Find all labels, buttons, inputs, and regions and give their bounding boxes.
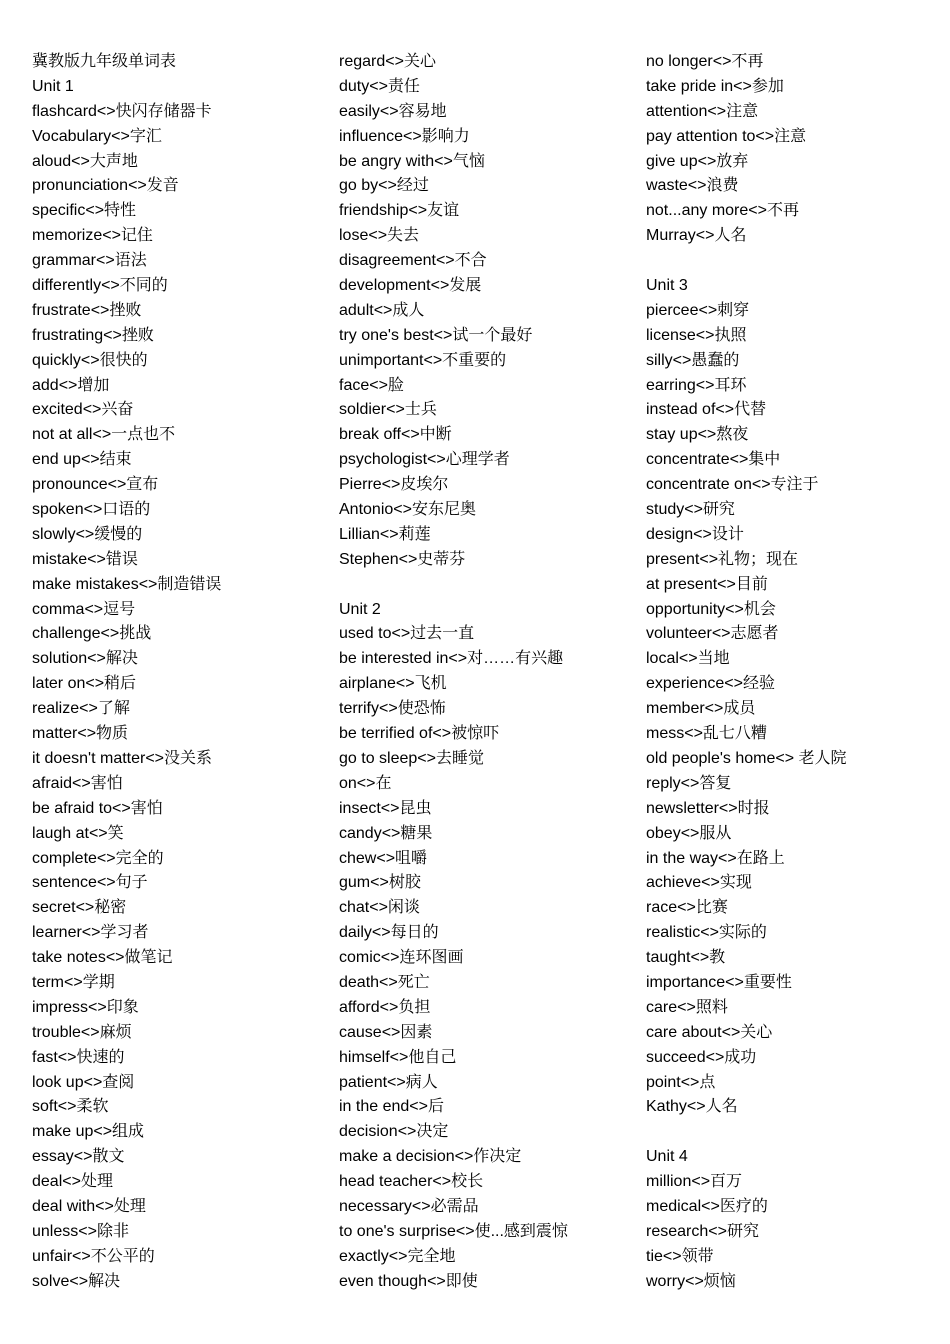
- vocab-entry: comic<>连环图画: [339, 949, 464, 967]
- vocab-entry: daily<>每日的: [339, 924, 439, 942]
- unit-heading: Unit 2: [339, 600, 381, 618]
- unit-heading: Unit 4: [646, 1148, 688, 1166]
- vocab-entry: easily<>容易地: [339, 102, 447, 120]
- vocab-entry: challenge<>挑战: [32, 625, 152, 643]
- vocab-entry: development<>发展: [339, 277, 482, 295]
- vocab-entry: mistake<>错误: [32, 550, 138, 568]
- vocab-entry: break off<>中断: [339, 426, 452, 444]
- vocab-entry: Vocabulary<>字汇: [32, 127, 162, 145]
- vocab-entry: at present<>目前: [646, 575, 768, 593]
- vocab-entry: experience<>经验: [646, 675, 775, 693]
- vocab-entry: volunteer<>志愿者: [646, 625, 779, 643]
- vocab-entry: death<>死亡: [339, 973, 430, 991]
- vocab-entry: Stephen<>史蒂芬: [339, 550, 466, 568]
- vocab-entry: design<>设计: [646, 525, 744, 543]
- vocab-entry: attention<>注意: [646, 102, 759, 120]
- vocab-entry: try one's best<>试一个最好: [339, 326, 533, 344]
- vocab-entry: excited<>兴奋: [32, 401, 134, 419]
- vocab-entry: pay attention to<>注意: [646, 127, 807, 145]
- vocab-entry: matter<>物质: [32, 725, 129, 743]
- vocab-entry: license<>执照: [646, 326, 747, 344]
- vocab-entry: himself<>他自己: [339, 1048, 457, 1066]
- vocab-entry: psychologist<>心理学者: [339, 451, 510, 469]
- vocab-entry: gum<>树胶: [339, 874, 421, 892]
- vocab-entry: make mistakes<>制造错误: [32, 575, 222, 593]
- vocab-entry: give up<>放弃: [646, 152, 749, 170]
- vocab-entry: secret<>秘密: [32, 899, 127, 917]
- vocab-entry: decision<>决定: [339, 1123, 449, 1141]
- vocab-entry: differently<>不同的: [32, 277, 168, 295]
- vocab-entry: member<>成员: [646, 700, 756, 718]
- vocab-entry: pronunciation<>发音: [32, 177, 179, 195]
- vocab-entry: unimportant<>不重要的: [339, 351, 507, 369]
- vocab-entry: face<>脸: [339, 376, 404, 394]
- vocab-entry: present<>礼物；现在: [646, 550, 799, 568]
- vocab-entry: frustrate<>挫败: [32, 301, 142, 319]
- vocab-entry: obey<>服从: [646, 824, 732, 842]
- vocab-entry: influence<>影响力: [339, 127, 470, 145]
- vocab-entry: sentence<>句子: [32, 874, 148, 892]
- vocab-entry: end up<>结束: [32, 451, 132, 469]
- vocab-entry: pronounce<>宣布: [32, 476, 159, 494]
- vocab-entry: go to sleep<>去睡觉: [339, 749, 484, 767]
- vocab-entry: be interested in<>对……有兴趣: [339, 650, 564, 668]
- vocab-entry: frustrating<>挫败: [32, 326, 154, 344]
- vocab-entry: go by<>经过: [339, 177, 429, 195]
- vocab-entry: fast<>快速的: [32, 1048, 125, 1066]
- vocab-entry: solution<>解决: [32, 650, 138, 668]
- vocab-entry: used to<>过去一直: [339, 625, 475, 643]
- vocab-entry: race<>比赛: [646, 899, 728, 917]
- vocab-entry: deal<>处理: [32, 1173, 113, 1191]
- vocab-entry: unfair<>不公平的: [32, 1247, 155, 1265]
- vocab-entry: specific<>特性: [32, 202, 137, 220]
- vocab-entry: complete<>完全的: [32, 849, 164, 867]
- vocab-entry: research<>研究: [646, 1222, 759, 1240]
- vocab-entry: candy<>糖果: [339, 824, 433, 842]
- vocab-entry: on<>在: [339, 774, 392, 792]
- blank-line: [646, 249, 946, 274]
- vocab-entry: term<>学期: [32, 973, 115, 991]
- vocab-entry: earring<>耳环: [646, 376, 747, 394]
- vocab-entry: quickly<>很快的: [32, 351, 148, 369]
- vocab-entry: be terrified of<>被惊吓: [339, 725, 500, 743]
- vocab-entry: spoken<>口语的: [32, 501, 151, 519]
- vocab-entry: care<>照料: [646, 998, 728, 1016]
- vocab-entry: afraid<>害怕: [32, 774, 123, 792]
- vocab-entry: insect<>昆虫: [339, 799, 432, 817]
- vocab-entry: add<>增加: [32, 376, 110, 394]
- vocab-entry: adult<>成人: [339, 301, 425, 319]
- vocab-entry: newsletter<>时报: [646, 799, 770, 817]
- vocab-entry: grammar<>语法: [32, 252, 147, 270]
- blank-line: [646, 1120, 946, 1145]
- vocab-entry: achieve<>实现: [646, 874, 752, 892]
- vocab-entry: learner<>学习者: [32, 924, 149, 942]
- vocab-entry: slowly<>缓慢的: [32, 525, 143, 543]
- vocab-entry: afford<>负担: [339, 998, 431, 1016]
- vocab-entry: Pierre<>皮埃尔: [339, 476, 449, 494]
- vocab-entry: laugh at<>笑: [32, 824, 124, 842]
- vocab-entry: airplane<>飞机: [339, 675, 447, 693]
- vocab-entry: flashcard<>快闪存储器卡: [32, 102, 212, 120]
- vocab-entry: realize<>了解: [32, 700, 130, 718]
- vocab-entry: importance<>重要性: [646, 973, 792, 991]
- vocab-entry: be afraid to<>害怕: [32, 799, 163, 817]
- vocab-entry: point<>点: [646, 1073, 716, 1091]
- vocab-entry: deal with<>处理: [32, 1197, 146, 1215]
- vocab-entry: tie<>领带: [646, 1247, 714, 1265]
- vocab-entry: study<>研究: [646, 501, 735, 519]
- vocab-entry: instead of<>代替: [646, 401, 767, 419]
- vocab-entry: to one's surprise<>使...感到震惊: [339, 1222, 568, 1240]
- vocab-entry: even though<>即使: [339, 1272, 478, 1290]
- vocab-entry: lose<>失去: [339, 227, 420, 245]
- vocab-entry: duty<>责任: [339, 77, 420, 95]
- vocab-entry: disagreement<>不合: [339, 252, 487, 270]
- unit-heading: Unit 3: [646, 277, 688, 295]
- vocab-entry: soft<>柔软: [32, 1098, 109, 1116]
- vocab-entry: concentrate on<>专注于: [646, 476, 819, 494]
- blank-line: [339, 573, 639, 598]
- vocab-entry: regard<>关心: [339, 53, 436, 70]
- vocab-entry: terrify<>使恐怖: [339, 700, 446, 718]
- vocab-entry: Murray<>人名: [646, 227, 747, 245]
- vocab-entry: solve<>解决: [32, 1272, 121, 1290]
- vocab-entry: memorize<>记住: [32, 227, 153, 245]
- vocab-entry: look up<>查阅: [32, 1073, 135, 1091]
- vocab-entry: patient<>病人: [339, 1073, 438, 1091]
- vocab-entry: necessary<>必需品: [339, 1197, 479, 1215]
- vocab-entry: worry<>烦恼: [646, 1272, 736, 1290]
- vocab-entry: taught<>教: [646, 949, 726, 967]
- vocab-entry: opportunity<>机会: [646, 600, 776, 618]
- column-3: [646, 50, 946, 1295]
- vocab-entry: Kathy<>人名: [646, 1098, 738, 1116]
- column-2: [339, 50, 639, 1295]
- vocab-entry: mess<>乱七八糟: [646, 725, 767, 743]
- vocab-entry: local<>当地: [646, 650, 730, 668]
- vocab-entry: concentrate<>集中: [646, 451, 781, 469]
- vocab-entry: in the end<>后: [339, 1098, 444, 1116]
- vocab-entry: later on<>稍后: [32, 675, 137, 693]
- vocab-entry: friendship<>友谊: [339, 202, 460, 220]
- vocab-entry: comma<>逗号: [32, 600, 136, 618]
- vocab-entry: chat<>闲谈: [339, 899, 420, 917]
- vocab-entry: make a decision<>作决定: [339, 1148, 522, 1166]
- vocab-entry: succeed<>成功: [646, 1048, 757, 1066]
- vocab-entry: not at all<>一点也不: [32, 426, 176, 444]
- vocab-entry: realistic<>实际的: [646, 924, 767, 942]
- vocab-entry: in the way<>在路上: [646, 849, 785, 867]
- vocab-entry: unless<>除非: [32, 1222, 129, 1240]
- vocab-entry: medical<>医疗的: [646, 1197, 768, 1215]
- vocab-entry: be angry with<>气恼: [339, 152, 485, 170]
- vocab-entry: stay up<>熬夜: [646, 426, 749, 444]
- vocab-entry: take notes<>做笔记: [32, 949, 173, 967]
- vocab-entry: care about<>关心: [646, 1023, 773, 1041]
- vocab-entry: waste<>浪费: [646, 177, 739, 195]
- vocab-entry: trouble<>麻烦: [32, 1023, 132, 1041]
- vocab-entry: it doesn't matter<>没关系: [32, 749, 213, 767]
- vocab-entry: soldier<>士兵: [339, 401, 437, 419]
- vocab-entry: aloud<>大声地: [32, 152, 138, 170]
- vocab-entry: cause<>因素: [339, 1023, 433, 1041]
- vocab-entry: chew<>咀嚼: [339, 849, 428, 867]
- vocab-entry: not...any more<>不再: [646, 202, 799, 220]
- unit-heading: Unit 1: [32, 77, 74, 95]
- page-title: 冀教版九年级单词表: [32, 53, 177, 70]
- vocab-entry: million<>百万: [646, 1173, 743, 1191]
- vocab-entry: Lillian<>莉莲: [339, 525, 431, 543]
- vocab-entry: make up<>组成: [32, 1123, 145, 1141]
- vocab-entry: essay<>散文: [32, 1148, 125, 1166]
- vocab-entry: head teacher<>校长: [339, 1173, 484, 1191]
- vocab-entry: no longer<>不再: [646, 53, 764, 70]
- vocab-entry: Antonio<>安东尼奥: [339, 501, 476, 519]
- vocab-entry: piercee<>刺穿: [646, 301, 750, 319]
- vocab-entry: exactly<>完全地: [339, 1247, 456, 1265]
- vocab-entry: reply<>答复: [646, 774, 732, 792]
- vocab-entry: take pride in<>参加: [646, 77, 784, 95]
- vocab-entry: silly<>愚蠢的: [646, 351, 740, 369]
- vocab-entry: impress<>印象: [32, 998, 139, 1016]
- vocab-entry: old people's home<> 老人院: [646, 749, 847, 767]
- column-1: [32, 50, 332, 1295]
